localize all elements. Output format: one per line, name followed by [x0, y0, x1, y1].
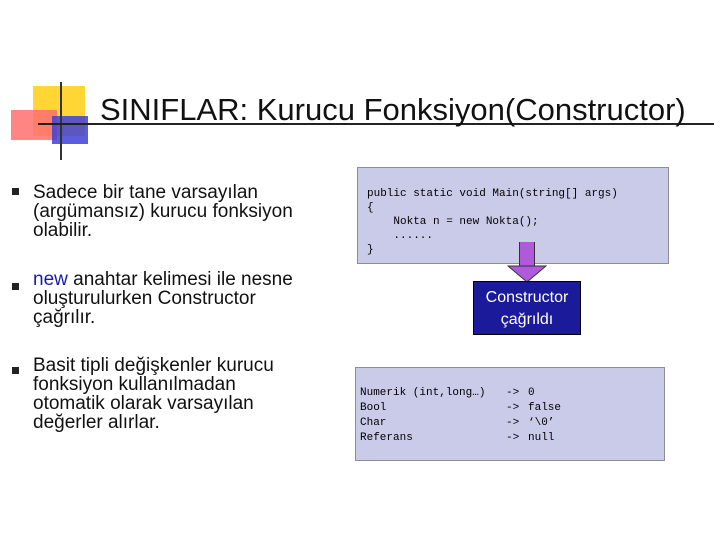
code-line-5: }: [367, 244, 374, 256]
logo-blue-square: [52, 116, 88, 144]
table-row: [360, 386, 664, 401]
bullet-text-2: [33, 270, 303, 327]
callout-line-2: çağrıldı: [500, 311, 554, 328]
table-row: [360, 401, 664, 416]
bullet-text-1: Sadece bir tane varsayılan (argümansız) kurucu fonksiyon olabilir.: [33, 182, 293, 241]
defaults-table: [355, 367, 665, 461]
slide-title: SINIFLAR: Kurucu Fonksiyon(Constructor): [100, 92, 686, 127]
code-line-3: Nokta n = new Nokta();: [367, 216, 539, 228]
logo-vertical-line: [60, 82, 62, 160]
code-line-2: {: [367, 202, 374, 214]
default-value: false: [528, 402, 562, 414]
bullet-text-3: Basit tipli değişkenler kurucu fonksiyon kullanılmadan otomatik olarak varsayılan değerler alırlar.: [33, 355, 274, 433]
default-type: Numerik (int,long…): [360, 387, 486, 399]
arrow-shaft: [519, 242, 535, 267]
table-row: [360, 431, 664, 446]
code-line-4: ......: [367, 230, 434, 242]
default-type: Char: [360, 417, 387, 429]
default-value: null: [528, 432, 555, 444]
logo-red-square: [11, 110, 57, 140]
bullet-marker-1: [12, 188, 19, 195]
bullet-text-2-rest: anahtar kelimesi ile nesne oluşturulurken Constructor çağrılır.: [33, 269, 293, 328]
code-block: [357, 167, 669, 264]
constructor-called-callout: [473, 281, 581, 335]
bullet-marker-2: [12, 283, 19, 290]
code-line-1: public static void Main(string[] args): [367, 188, 618, 200]
bullet-marker-3: [12, 367, 19, 374]
default-arrow: ->: [506, 432, 520, 444]
default-arrow: ->: [506, 402, 520, 414]
default-arrow: ->: [506, 417, 520, 429]
table-row: [360, 416, 664, 431]
default-type: Bool: [360, 402, 387, 414]
default-type: Referans: [360, 432, 413, 444]
default-arrow: ->: [506, 387, 520, 399]
default-value: ‘\0’: [528, 417, 555, 429]
default-value: 0: [528, 387, 535, 399]
keyword-new: new: [33, 269, 68, 290]
callout-line-1: Constructor: [485, 289, 569, 306]
